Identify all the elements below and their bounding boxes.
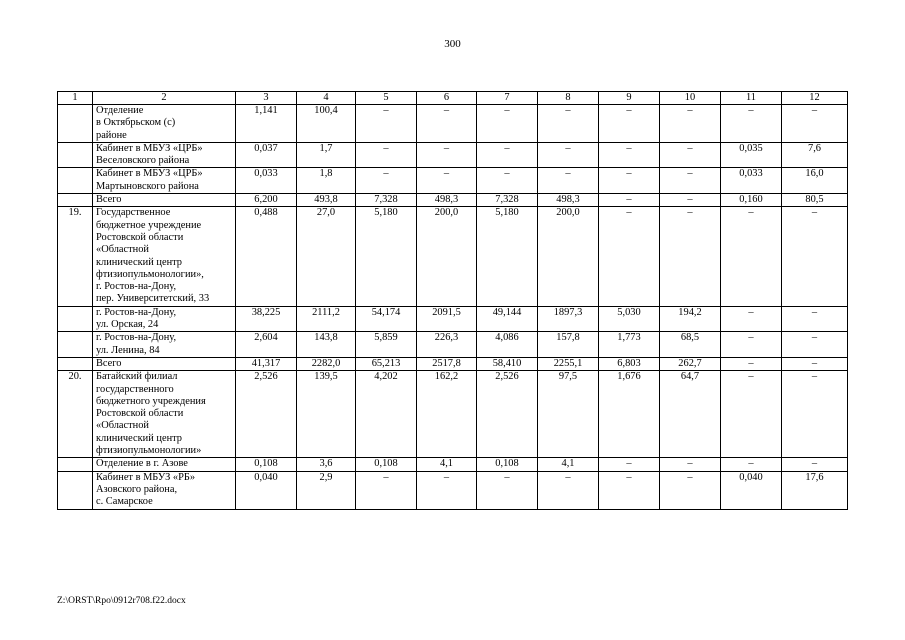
value-cell: – (599, 458, 660, 471)
value-cell: 1,7 (297, 142, 356, 168)
value-cell: – (660, 207, 721, 306)
data-table (57, 91, 848, 510)
value-cell: – (660, 105, 721, 143)
value-cell: 17,6 (782, 471, 848, 509)
header-cell: 9 (599, 92, 660, 105)
value-cell: 0,040 (721, 471, 782, 509)
value-cell: – (538, 142, 599, 168)
value-cell: 194,2 (660, 306, 721, 332)
value-cell: 4,202 (356, 371, 417, 458)
value-cell: 54,174 (356, 306, 417, 332)
header-cell: 5 (356, 92, 417, 105)
value-cell: 5,030 (599, 306, 660, 332)
row-name-cell: Кабинет в МБУЗ «ЦРБ» Веселовского района (93, 142, 236, 168)
value-cell: 7,6 (782, 142, 848, 168)
value-cell: 7,328 (477, 194, 538, 207)
value-cell: – (782, 357, 848, 370)
value-cell: 1897,3 (538, 306, 599, 332)
value-cell: 80,5 (782, 194, 848, 207)
header-cell: 7 (477, 92, 538, 105)
row-number-cell (58, 332, 93, 358)
value-cell: 200,0 (538, 207, 599, 306)
value-cell: 0,033 (721, 168, 782, 194)
table-row (58, 105, 848, 143)
value-cell: 226,3 (417, 332, 477, 358)
page-number: 300 (444, 38, 461, 50)
row-name-cell: Батайский филиал государственного бюджетного учреждения Ростовской области «Областной клинический центр фтизиопульмонологии» (93, 371, 236, 458)
row-number-cell (58, 168, 93, 194)
value-cell: 2091,5 (417, 306, 477, 332)
value-cell: – (782, 306, 848, 332)
value-cell: 2111,2 (297, 306, 356, 332)
table-row (58, 332, 848, 358)
row-name-cell: Государственное бюджетное учреждение Ростовской области «Областной клинический центр фтизиопульмонологии», г. Ростов-на-Дону, пер. Университетский, 33 (93, 207, 236, 306)
value-cell: – (660, 458, 721, 471)
value-cell: 97,5 (538, 371, 599, 458)
value-cell: – (477, 105, 538, 143)
value-cell: – (356, 168, 417, 194)
value-cell: 2,9 (297, 471, 356, 509)
value-cell: – (660, 168, 721, 194)
row-name-cell: Кабинет в МБУЗ «РБ» Азовского района, с. Самарское (93, 471, 236, 509)
value-cell: 41,317 (236, 357, 297, 370)
row-name-cell: Кабинет в МБУЗ «ЦРБ» Мартыновского района (93, 168, 236, 194)
value-cell: 65,213 (356, 357, 417, 370)
table-row (58, 194, 848, 207)
value-cell: 1,8 (297, 168, 356, 194)
value-cell: 100,4 (297, 105, 356, 143)
row-name-cell: Всего (93, 357, 236, 370)
header-cell: 12 (782, 92, 848, 105)
row-name-cell: Всего (93, 194, 236, 207)
value-cell: 139,5 (297, 371, 356, 458)
table-header-row (58, 92, 848, 105)
table-row (58, 142, 848, 168)
value-cell: 68,5 (660, 332, 721, 358)
table-body (58, 92, 848, 510)
row-name-cell: Отделение в Октябрьском (с) районе (93, 105, 236, 143)
value-cell: 3,6 (297, 458, 356, 471)
value-cell: 4,086 (477, 332, 538, 358)
value-cell: 7,328 (356, 194, 417, 207)
header-cell: 3 (236, 92, 297, 105)
row-number-cell (58, 471, 93, 509)
row-name-cell: г. Ростов-на-Дону, ул. Ленина, 84 (93, 332, 236, 358)
header-cell: 6 (417, 92, 477, 105)
value-cell: 162,2 (417, 371, 477, 458)
value-cell: – (782, 207, 848, 306)
footer-file-path: Z:\ORST\Rpo\0912r708.f22.docx (57, 596, 186, 606)
header-cell: 2 (93, 92, 236, 105)
value-cell: 0,108 (356, 458, 417, 471)
value-cell: – (356, 142, 417, 168)
value-cell: 1,141 (236, 105, 297, 143)
value-cell: 4,1 (538, 458, 599, 471)
value-cell: 2282,0 (297, 357, 356, 370)
value-cell: 200,0 (417, 207, 477, 306)
value-cell: 157,8 (538, 332, 599, 358)
table-row (58, 371, 848, 458)
value-cell: – (417, 105, 477, 143)
value-cell: 58,410 (477, 357, 538, 370)
value-cell: – (660, 194, 721, 207)
value-cell: – (417, 142, 477, 168)
value-cell: – (721, 357, 782, 370)
value-cell: 498,3 (417, 194, 477, 207)
value-cell: – (417, 168, 477, 194)
value-cell: 1,773 (599, 332, 660, 358)
value-cell: 0,108 (477, 458, 538, 471)
table-row (58, 471, 848, 509)
value-cell: 49,144 (477, 306, 538, 332)
value-cell: – (417, 471, 477, 509)
value-cell: – (660, 142, 721, 168)
value-cell: 2,604 (236, 332, 297, 358)
value-cell: 4,1 (417, 458, 477, 471)
row-number-cell (58, 105, 93, 143)
value-cell: – (477, 142, 538, 168)
value-cell: 2517,8 (417, 357, 477, 370)
value-cell: 64,7 (660, 371, 721, 458)
value-cell: – (782, 105, 848, 143)
value-cell: 5,180 (356, 207, 417, 306)
row-number-cell (58, 194, 93, 207)
header-cell: 1 (58, 92, 93, 105)
value-cell: 16,0 (782, 168, 848, 194)
row-number-cell (58, 357, 93, 370)
value-cell: – (721, 207, 782, 306)
value-cell: 0,037 (236, 142, 297, 168)
value-cell: 262,7 (660, 357, 721, 370)
value-cell: 498,3 (538, 194, 599, 207)
value-cell: 6,200 (236, 194, 297, 207)
value-cell: – (356, 105, 417, 143)
table-row (58, 306, 848, 332)
header-cell: 4 (297, 92, 356, 105)
table-row (58, 458, 848, 471)
row-name-cell: Отделение в г. Азове (93, 458, 236, 471)
value-cell: 2,526 (477, 371, 538, 458)
value-cell: – (599, 142, 660, 168)
value-cell: – (782, 458, 848, 471)
value-cell: – (599, 471, 660, 509)
value-cell: – (599, 168, 660, 194)
value-cell: 0,108 (236, 458, 297, 471)
table-row (58, 168, 848, 194)
header-cell: 11 (721, 92, 782, 105)
header-cell: 8 (538, 92, 599, 105)
value-cell: – (356, 471, 417, 509)
value-cell: – (721, 332, 782, 358)
value-cell: – (782, 371, 848, 458)
value-cell: 0,488 (236, 207, 297, 306)
value-cell: – (721, 306, 782, 332)
row-number-cell: 19. (58, 207, 93, 306)
value-cell: 6,803 (599, 357, 660, 370)
value-cell: – (599, 194, 660, 207)
value-cell: – (477, 168, 538, 194)
value-cell: – (660, 471, 721, 509)
header-cell: 10 (660, 92, 721, 105)
row-number-cell (58, 306, 93, 332)
value-cell: 143,8 (297, 332, 356, 358)
row-number-cell (58, 142, 93, 168)
value-cell: 5,180 (477, 207, 538, 306)
value-cell: – (721, 105, 782, 143)
value-cell: 0,033 (236, 168, 297, 194)
value-cell: – (538, 105, 599, 143)
row-name-cell: г. Ростов-на-Дону, ул. Орская, 24 (93, 306, 236, 332)
value-cell: 2255,1 (538, 357, 599, 370)
value-cell: – (721, 458, 782, 471)
value-cell: 0,160 (721, 194, 782, 207)
row-number-cell (58, 458, 93, 471)
value-cell: 27,0 (297, 207, 356, 306)
value-cell: 1,676 (599, 371, 660, 458)
value-cell: – (599, 207, 660, 306)
value-cell: 5,859 (356, 332, 417, 358)
row-number-cell: 20. (58, 371, 93, 458)
value-cell: 493,8 (297, 194, 356, 207)
value-cell: 0,040 (236, 471, 297, 509)
value-cell: – (721, 371, 782, 458)
value-cell: – (782, 332, 848, 358)
table-row (58, 207, 848, 306)
value-cell: – (477, 471, 538, 509)
value-cell: – (538, 168, 599, 194)
value-cell: – (538, 471, 599, 509)
table-row (58, 357, 848, 370)
value-cell: 38,225 (236, 306, 297, 332)
value-cell: 2,526 (236, 371, 297, 458)
value-cell: – (599, 105, 660, 143)
value-cell: 0,035 (721, 142, 782, 168)
